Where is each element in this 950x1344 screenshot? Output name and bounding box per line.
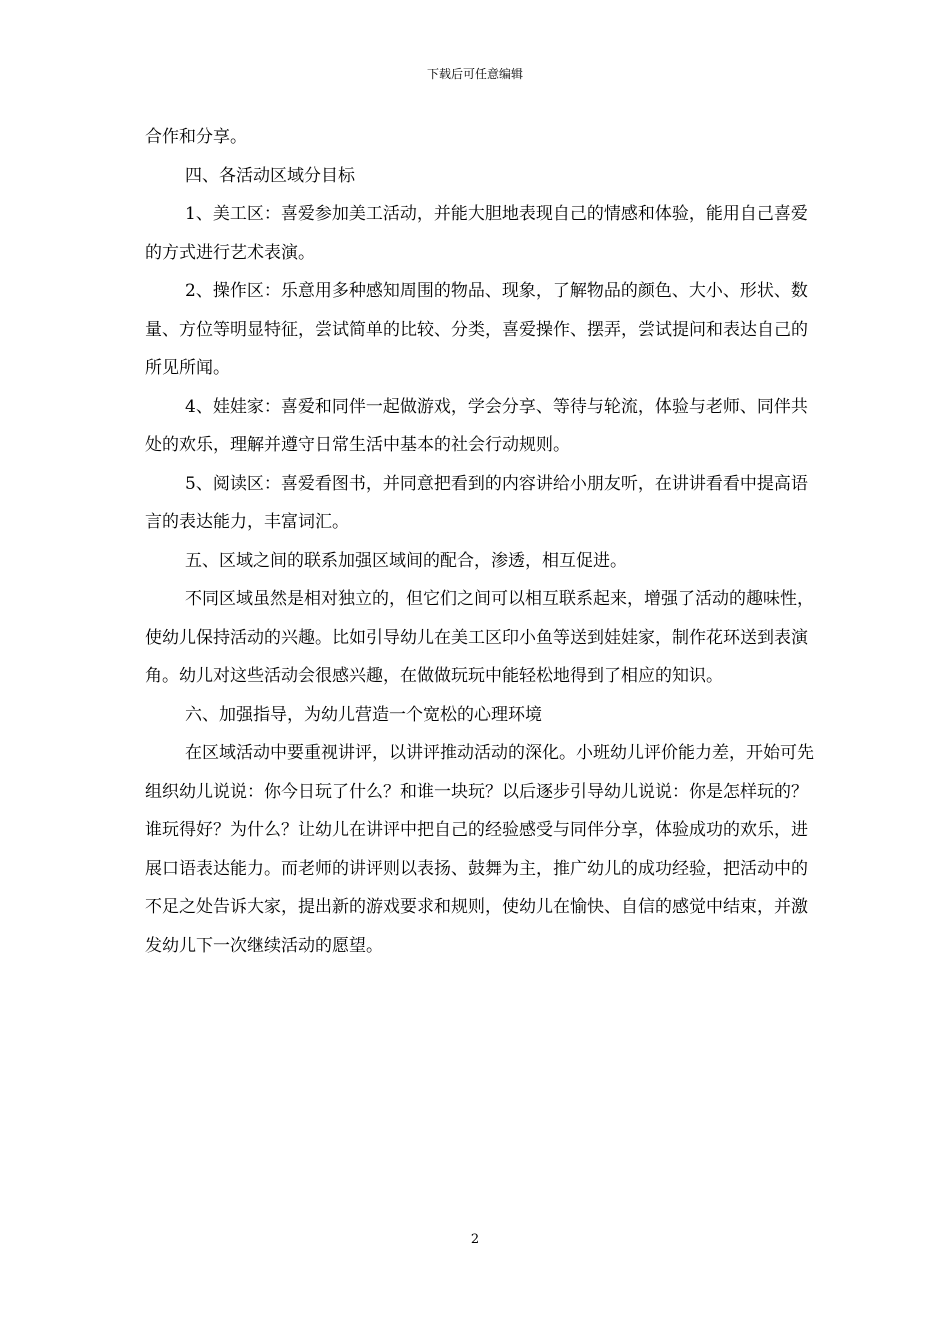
- paragraph-reading-area: 5、阅读区：喜爱看图书，并同意把看到的内容讲给小朋友听，在讲讲看看中提高语言的表达能力，丰富词汇。: [145, 473, 808, 532]
- paragraph-doll-house: 4、娃娃家：喜爱和同伴一起做游戏，学会分享、等待与轮流，体验与老师、同伴共处的欢乐，理解并遵守日常生活中基本的社会行动规则。: [145, 396, 808, 455]
- paragraph-art-area: 1、美工区：喜爱参加美工活动，并能大胆地表现自己的情感和体验，能用自己喜爱的方式进行艺术表演。: [145, 204, 808, 263]
- page-header: 下载后可任意编辑: [426, 67, 523, 81]
- section-heading-4: 四、各活动区域分目标: [185, 165, 355, 186]
- section-heading-5: 五、区域之间的联系加强区域间的配合，渗透，相互促进。: [185, 550, 627, 571]
- document-body: [145, 118, 815, 965]
- page-number: 2: [470, 1232, 480, 1247]
- paragraph-operation-area: 2、操作区：乐意用多种感知周围的物品、现象，了解物品的颜色、大小、形状、数量、方位等明显特征，尝试简单的比较、分类，喜爱操作、摆弄，尝试提问和表达自己的所见所闻。: [145, 281, 808, 378]
- paragraph-continuation: 合作和分享。: [145, 127, 247, 147]
- paragraph-area-connection: 不同区域虽然是相对独立的，但它们之间可以相互联系起来，增强了活动的趣味性，使幼儿保持活动的兴趣。比如引导幼儿在美工区印小鱼等送到娃娃家，制作花环送到表演角。幼儿对这些活动会很感兴趣，在做做玩玩中能轻松地得到了相应的知识。: [145, 589, 814, 686]
- paragraph-guidance: 在区域活动中要重视讲评，以讲评推动活动的深化。小班幼儿评价能力差，开始可先组织幼儿说说：你今日玩了什么？和谁一块玩？以后逐步引导幼儿说说：你是怎样玩的？谁玩得好？为什么？让幼儿在讲评中把自己的经验感受与同伴分享，体验成功的欢乐，进展口语表达能力。而老师的讲评则以表扬、鼓舞为主，推广幼儿的成功经验，把活动中的不足之处告诉大家，提出新的游戏要求和规则，使幼儿在愉快、自信的感觉中结束，并激发幼儿下一次继续活动的愿望。: [145, 743, 814, 956]
- section-heading-6: 六、加强指导，为幼儿营造一个宽松的心理环境: [185, 704, 542, 725]
